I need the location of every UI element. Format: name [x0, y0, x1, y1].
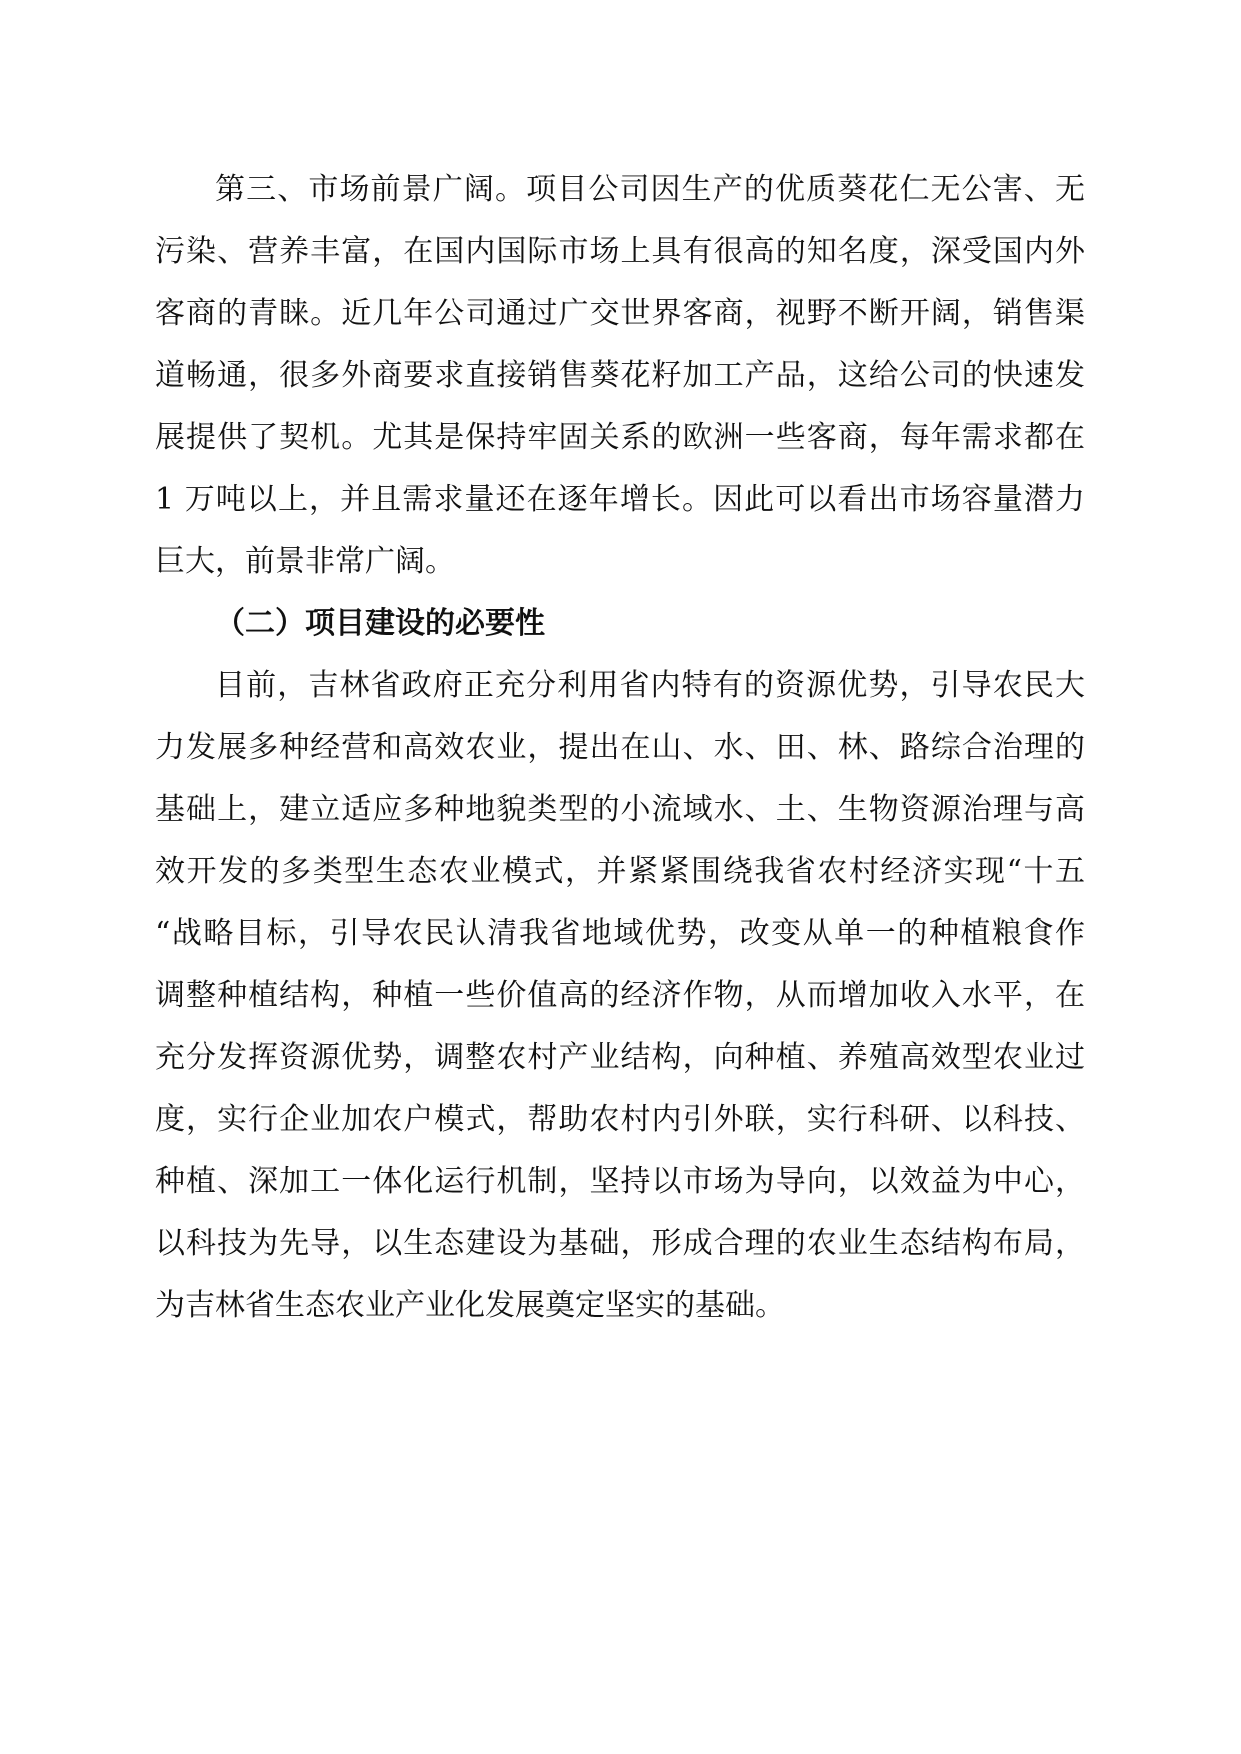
paragraph-line: “战略目标，引导农民认清我省地域优势，改变从单一的种植粮食作 — [155, 916, 1085, 951]
paragraph-line: 巨大，前景非常广阔。 — [155, 544, 455, 579]
paragraph-line: 以科技为先导，以生态建设为基础，形成合理的农业生态结构布局， — [155, 1226, 1085, 1261]
paragraph-line: 种植、深加工一体化运行机制，坚持以市场为导向，以效益为中心， — [155, 1164, 1085, 1199]
paragraph-line: 道畅通，很多外商要求直接销售葵花籽加工产品，这给公司的快速发 — [155, 358, 1085, 393]
paragraph-line: 度，实行企业加农户模式，帮助农村内引外联，实行科研、以科技、 — [155, 1102, 1085, 1137]
paragraph-line: 效开发的多类型生态农业模式，并紧紧围绕我省农村经济实现“十五 — [155, 854, 1085, 889]
paragraph-line: 目前，吉林省政府正充分利用省内特有的资源优势，引导农民大 — [215, 668, 1085, 703]
paragraph-line: 基础上，建立适应多种地貌类型的小流域水、土、生物资源治理与高 — [155, 792, 1085, 827]
paragraph-line: 客商的青睐。近几年公司通过广交世界客商，视野不断开阔，销售渠 — [155, 296, 1085, 331]
paragraph-line: 为吉林省生态农业产业化发展奠定坚实的基础。 — [155, 1288, 785, 1323]
paragraph-line: 调整种植结构，种植一些价值高的经济作物，从而增加收入水平，在 — [155, 978, 1085, 1013]
paragraph-line: 污染、营养丰富，在国内国际市场上具有很高的知名度，深受国内外 — [155, 234, 1085, 269]
paragraph-line: 充分发挥资源优势，调整农村产业结构，向种植、养殖高效型农业过 — [155, 1040, 1085, 1075]
paragraph-line: 第三、市场前景广阔。项目公司因生产的优质葵花仁无公害、无 — [215, 172, 1085, 207]
paragraph-line: 力发展多种经营和高效农业，提出在山、水、田、林、路综合治理的 — [155, 730, 1085, 765]
paragraph-line: 1 万吨以上，并且需求量还在逐年增长。因此可以看出市场容量潜力 — [155, 482, 1085, 517]
paragraph-line: 展提供了契机。尤其是保持牢固关系的欧洲一些客商，每年需求都在 — [155, 420, 1085, 455]
section-heading: （二）项目建设的必要性 — [215, 606, 545, 641]
